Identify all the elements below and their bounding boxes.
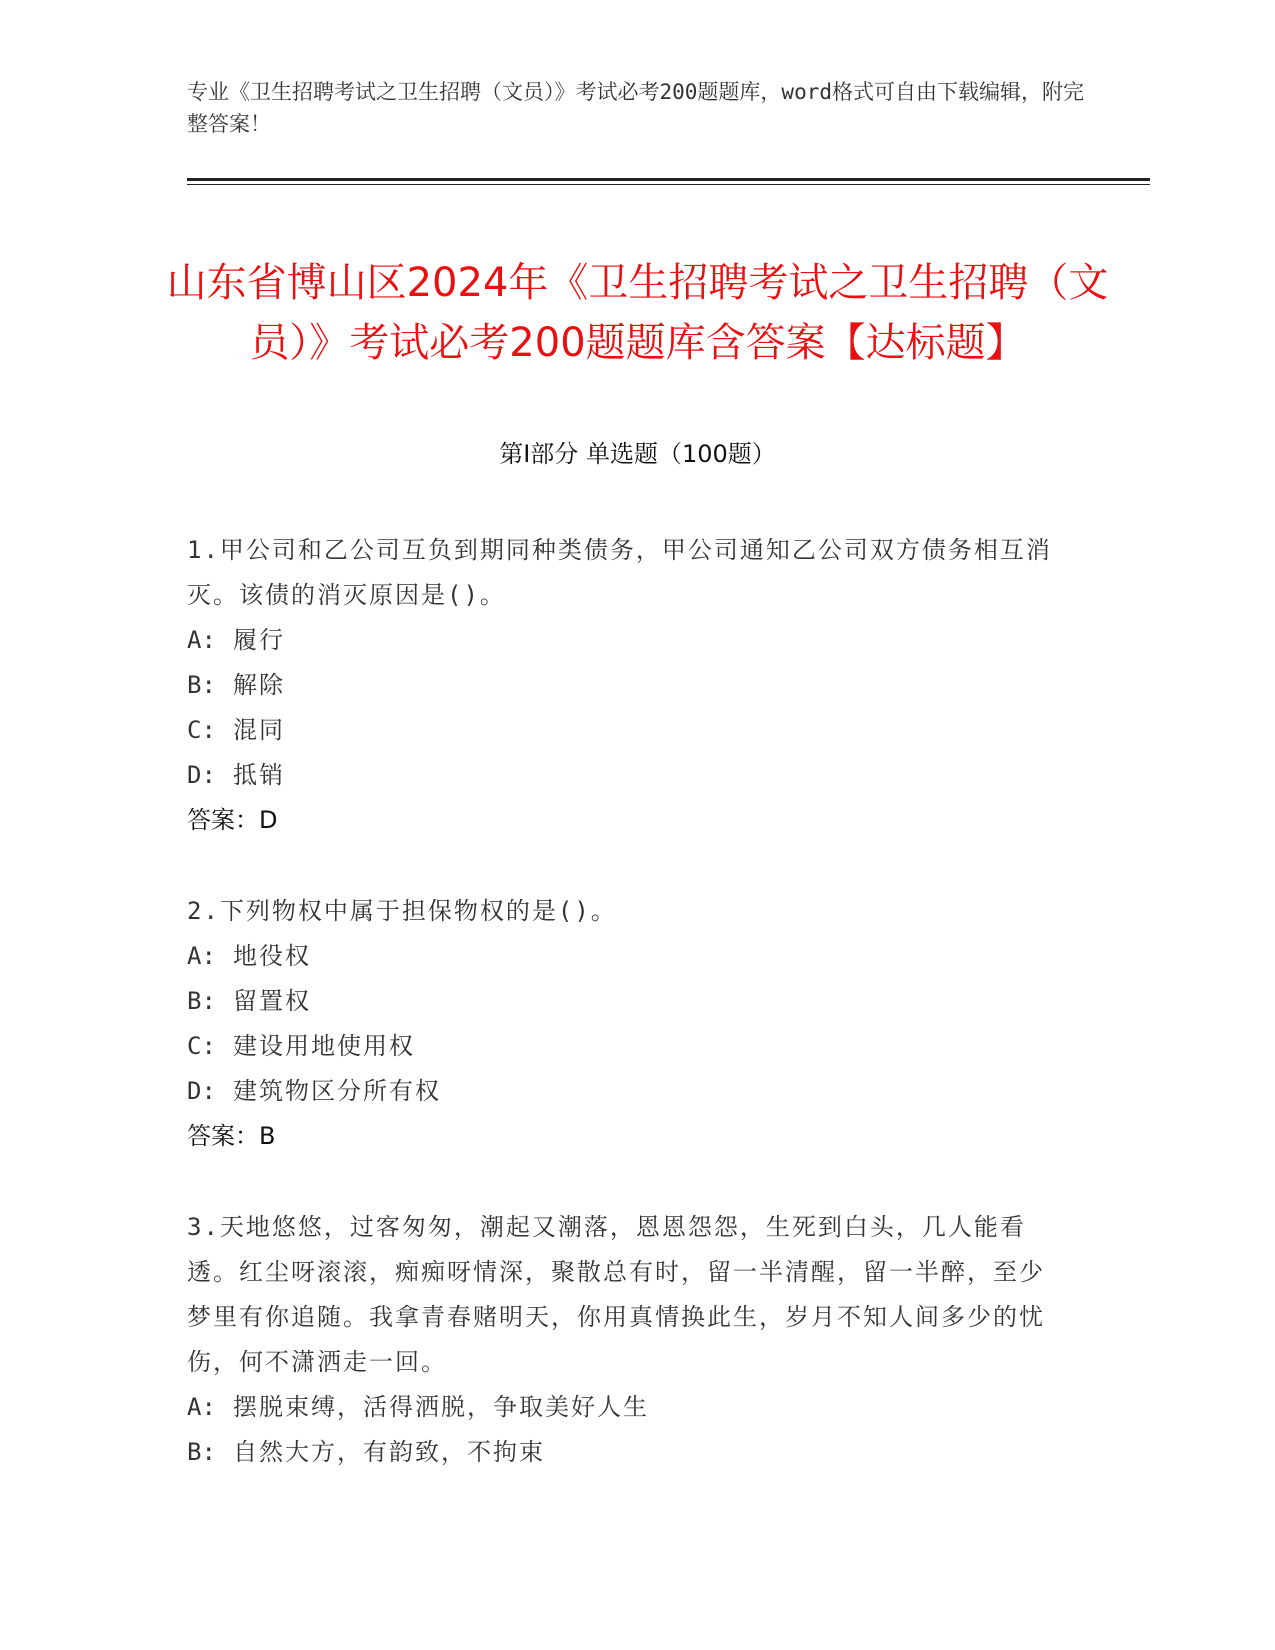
section-title: 第I部分 单选题（100题） — [499, 440, 776, 468]
option-text: 摆脱束缚，活得洒脱，争取美好人生 — [233, 1393, 649, 1421]
document-title: 山东省博山区2024年《卫生招聘考试之卫生招聘（文员）》考试必考200题题库含答案【达标题】 — [166, 259, 1109, 366]
option-item — [187, 1024, 1067, 1069]
option-text: 履行 — [233, 626, 285, 654]
option-text: 抵销 — [233, 761, 285, 789]
option-key: D: — [187, 761, 216, 789]
option-text: 建设用地使用权 — [233, 1032, 415, 1060]
option-item — [187, 753, 1067, 798]
option-key: B: — [187, 987, 216, 1015]
question-text: 2.下列物权中属于担保物权的是()。 — [187, 897, 617, 925]
option-item — [187, 663, 1067, 708]
option-item — [187, 979, 1067, 1024]
option-item — [187, 1430, 1067, 1475]
option-key: A: — [187, 626, 216, 654]
option-item — [187, 1069, 1067, 1114]
question-list — [187, 528, 1067, 1521]
option-key: C: — [187, 1032, 216, 1060]
option-key: B: — [187, 1438, 216, 1466]
option-text: 自然大方，有韵致，不拘束 — [233, 1438, 545, 1466]
option-item — [187, 934, 1067, 979]
option-item — [187, 618, 1067, 663]
header-divider-thin — [187, 184, 1150, 185]
option-key: B: — [187, 671, 216, 699]
option-text: 解除 — [233, 671, 285, 699]
option-text: 混同 — [233, 716, 285, 744]
answer-line: 答案：B — [187, 1122, 276, 1150]
question-text: 3.天地悠悠，过客匆匆，潮起又潮落，恩恩怨怨，生死到白头，几人能看透。红尘呀滚滚，痴痴呀情深，聚散总有时，留一半清醒，留一半醉，至少梦里有你追随。我拿青春赌明天，你用真情换此生，岁月不知人间多少的忧伤，何不潇洒走一回。 — [187, 1213, 1045, 1376]
question-item — [187, 1205, 1067, 1475]
question-text: 1.甲公司和乙公司互负到期同种类债务，甲公司通知乙公司双方债务相互消灭。该债的消灭原因是()。 — [187, 536, 1052, 609]
option-item — [187, 708, 1067, 753]
option-item — [187, 1385, 1067, 1430]
question-item — [187, 889, 1067, 1159]
option-key: A: — [187, 1393, 216, 1421]
header-divider-thick — [187, 178, 1150, 181]
option-text: 地役权 — [233, 942, 311, 970]
header-note: 专业《卫生招聘考试之卫生招聘（文员）》考试必考200题题库，word格式可自由下载编辑，附完整答案！ — [187, 80, 1084, 136]
option-key: D: — [187, 1077, 216, 1105]
option-key: A: — [187, 942, 216, 970]
option-text: 建筑物区分所有权 — [233, 1077, 441, 1105]
question-item — [187, 528, 1067, 843]
option-text: 留置权 — [233, 987, 311, 1015]
option-key: C: — [187, 716, 216, 744]
answer-line: 答案：D — [187, 806, 278, 834]
